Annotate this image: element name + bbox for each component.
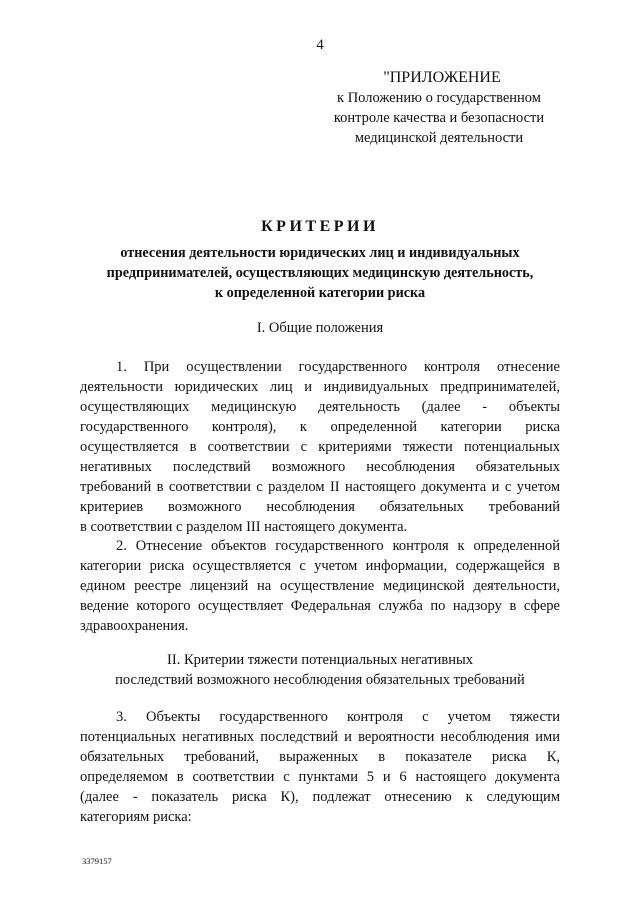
section-heading-text: II. Критерии тяжести потенциальных негативных [167,652,473,668]
paragraph-line: осуществляющих медицинскую деятельность (далее - объекты [80,399,560,415]
document-code: 3379157 [82,856,112,866]
section-heading-text: последствий возможного несоблюдения обязательных требований [115,672,525,688]
paragraph-line: требований в соответствии с разделом II настоящего документа и с учетом [80,479,560,495]
paragraph-line: государственного контроля), к определенной категории риска [80,419,560,435]
paragraph-2 [80,536,560,636]
paragraph-line: 1. При осуществлении государственного контроля отнесение [116,359,560,375]
paragraph-line: 2. Отнесение объектов государственного контроля к определенной [116,538,560,554]
paragraph-line: осуществляется в соответствии с критериями тяжести потенциальных [80,439,560,455]
subtitle-line: к определенной категории риска [214,285,426,301]
section-heading-2 [0,650,640,690]
subtitle-line: предпринимателей, осуществляющих медицинскую деятельность, [106,265,534,281]
paragraph-line: категории риска осуществляется с учетом информации, содержащейся в [80,558,560,574]
paragraph-line: здравоохранения. [80,618,189,634]
document-subtitle [80,243,560,303]
section-heading-text: I. Общие положения [256,320,384,336]
subtitle-line: отнесения деятельности юридических лиц и индивидуальных [120,245,520,261]
paragraph-line: обязательных требований, выраженных в показателе риска К, [80,749,560,765]
paragraph-3 [80,707,560,827]
paragraph-line: определяемом в соответствии с пунктами 5 и 6 настоящего документа [80,769,560,785]
section-heading-1 [0,318,640,338]
paragraph-line: (далее - показатель риска К), подлежат отнесению к следующим [80,789,560,805]
appendix-title: "ПРИЛОЖЕНИЕ [383,69,501,86]
paragraph-line: ведение которого осуществляет Федеральная служба по надзору в сфере [80,598,560,614]
paragraph-line: категориям риска: [80,809,192,825]
document-title: КРИТЕРИИ [261,218,379,235]
appendix-block [322,68,556,148]
appendix-line: к Положению о государственном [337,90,541,106]
page-number: 4 [316,37,324,53]
paragraph-line: едином реестре лицензий на осуществление медицинской деятельности, [80,578,560,594]
paragraph-line: 3. Объекты государственного контроля с учетом тяжести [116,709,560,725]
paragraph-line: критериев возможного несоблюдения обязательных требований [80,499,560,515]
appendix-line: медицинской деятельности [354,130,524,146]
paragraph-line: негативных последствий возможного несоблюдения обязательных [80,459,560,475]
appendix-line: контроле качества и безопасности [333,110,545,126]
paragraph-line: в соответствии с разделом III настоящего документа. [80,519,408,535]
paragraph-line: потенциальных негативных последствий и вероятности несоблюдения ими [80,729,560,745]
paragraph-1 [80,357,560,537]
paragraph-line: деятельности юридических лиц и индивидуальных предпринимателей, [80,379,560,395]
